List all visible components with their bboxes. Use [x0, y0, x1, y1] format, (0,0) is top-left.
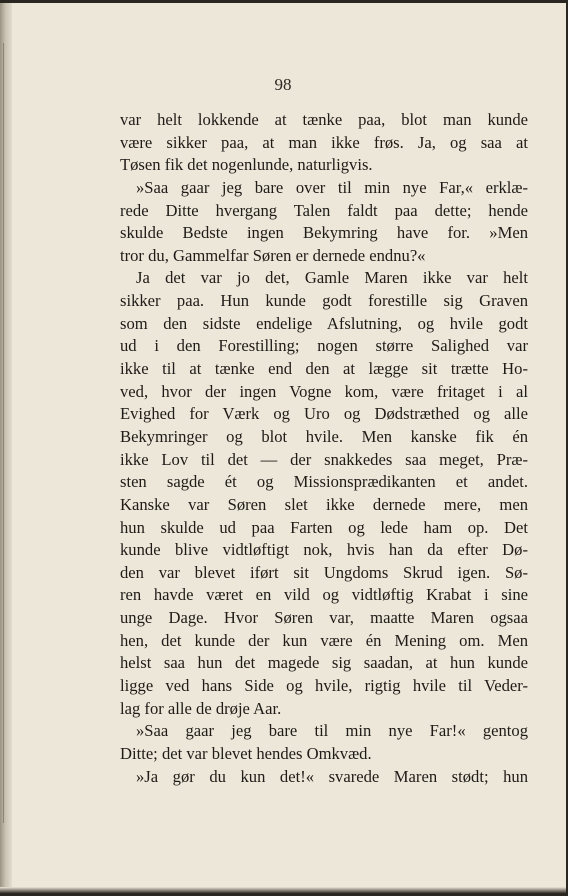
text-line: sikker paa. Hun kunde godt forestille sig Graven [120, 291, 528, 311]
text-line: kunde blive vidtløftigt nok, hvis han da efter Dø- [120, 540, 528, 560]
text-line: helst saa hun det magede sig saadan, at hun kunde [120, 653, 528, 673]
text-line: den var blevet iført sit Ungdoms Skrud igen. Sø- [120, 562, 528, 582]
text-line: Ditte; det var blevet hendes Omkvæd. [120, 743, 372, 763]
text-line: ud i den Forestilling; nogen større Salighed var [120, 336, 528, 356]
text-line: unge Dage. Hvor Søren var, maatte Maren ogsaa [120, 608, 528, 628]
text-line: var helt lokkende at tænke paa, blot man kunde [120, 110, 528, 129]
text-line: hun skulde ud paa Farten og lede ham op. Det [120, 517, 528, 537]
text-line: Evighed for Værk og Uro og Dødstræthed og alle [120, 404, 528, 424]
text-line: Tøsen fik det nogenlunde, naturligvis. [120, 155, 373, 175]
page-bottom-edge [0, 887, 566, 893]
text-line: tror du, Gammelfar Søren er dernede endnu?« [120, 245, 426, 265]
page-gutter [0, 3, 12, 893]
text-line: ren havde været en vild og vidtløftig Krabat i sine [120, 585, 528, 605]
text-line: ved, hvor der ingen Vogne kom, være fritaget i al [120, 381, 528, 401]
text-line: ligge ved hans Side og hvile, rigtig hvile til Veder- [120, 676, 528, 696]
text-line: »Ja gør du kun det!« svarede Maren stødt; hun [136, 766, 528, 786]
text-line: skulde Bedste ingen Bekymring have for. »Men [120, 223, 528, 243]
text-line: være sikker paa, at man ikke frøs. Ja, og saa at [120, 132, 528, 152]
text-line: »Saa gaar jeg bare over til min nye Far,« erklæ- [136, 177, 528, 197]
text-line: ikke Lov til det — der snakkedes saa meget, Præ- [120, 449, 528, 469]
page-number: 98 [274, 75, 292, 94]
text-line: lag for alle de drøje Aar. [120, 698, 282, 718]
text-line: rede Ditte hvergang Talen faldt paa dette; hende [120, 200, 528, 220]
text-line: som den sidste endelige Afslutning, og hvile godt [120, 313, 528, 333]
text-line: Kanske var Søren slet ikke dernede mere, men [120, 494, 528, 514]
text-line: sten sagde ét og Missionsprædikanten et andet. [120, 472, 528, 492]
text-line: ikke til at tænke end den at lægge sit trætte Ho- [120, 359, 528, 379]
text-line: »Saa gaar jeg bare til min nye Far!« gentog [136, 721, 528, 741]
text-line: Bekymringer og blot hvile. Men kanske fik én [120, 426, 528, 446]
text-line: Ja det var jo det, Gamle Maren ikke var helt [136, 268, 528, 288]
text-line: hen, det kunde der kun være én Mening om. Men [120, 630, 528, 650]
body-text [120, 109, 528, 788]
book-page [0, 3, 566, 893]
